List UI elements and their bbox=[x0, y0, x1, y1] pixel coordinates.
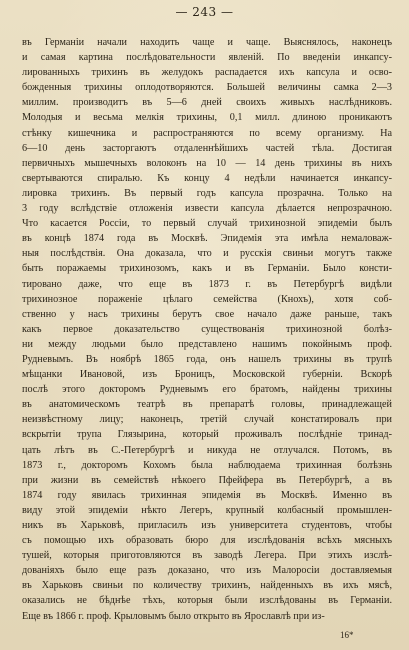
text-line: 1873 г., докторомъ Кохомъ была наблюдаема трихинная болѣзнь bbox=[22, 459, 392, 471]
text-line: миллим. производитъ въ 5—6 дней своихъ живыхъ наслѣдниковъ. bbox=[22, 97, 392, 109]
text-line: мѣщанки Ивановой, изъ Броницъ, Московской губерніи. Вскорѣ bbox=[22, 369, 392, 381]
text-line: неизвѣстному лицу; наконецъ, третій случай констатировалъ при bbox=[22, 414, 392, 426]
text-line: 1874 году явилась трихинная эпидемія въ Москвѣ. Именно въ bbox=[22, 489, 392, 501]
text-line: въ концѣ 1874 года въ Москвѣ. Эпидемія эта имѣла немаловаж- bbox=[22, 233, 392, 245]
text-line: лировка трихинъ. Въ первый годъ капсула прозрачна. Только на bbox=[22, 187, 392, 199]
text-line: ственно у насъ трихины берутъ свое начало даже раньше, такъ bbox=[22, 308, 392, 320]
text-line: лированныхъ трихинъ въ желудокъ распадается ихъ капсула и осво- bbox=[22, 67, 392, 79]
text-line: ныя послѣдствія. Она доказала, что и русскія свиньи могутъ также bbox=[22, 248, 392, 260]
text-line: виду этой эпидеміи нѣкто Легеръ, крупный колбасный промышлен- bbox=[22, 504, 392, 516]
text-line: и самая картина послѣдовательности явленій. По введеніи инкапсу- bbox=[22, 52, 392, 64]
text-line: послѣ этого докторомъ Рудневымъ его братомъ, найдены трихины bbox=[22, 384, 392, 396]
text-line: при жизни въ семействѣ нѣкоего Пфейфера въ Петербургѣ, а въ bbox=[22, 474, 392, 486]
text-line: вскрытіи трупа Глязырина, который проживалъ послѣдніе тринад- bbox=[22, 429, 392, 441]
text-line: Еще въ 1866 г. проф. Крыловымъ было открыто въ Ярославлѣ при из- bbox=[22, 610, 325, 622]
text-line: оказались не бѣднѣе тѣхъ, которыя были изслѣдованы въ Германіи. bbox=[22, 595, 392, 607]
text-line: въ Германіи начали находить чаще и чаще. Выяснялось, наконецъ bbox=[22, 37, 392, 48]
text-line: никъ въ Харьковѣ, пригласилъ изъ университета студентовъ, чтобы bbox=[22, 520, 392, 531]
signature-mark: 16* bbox=[340, 630, 354, 640]
text-line: быть поражаемы трихинозомъ, какъ и въ Германіи. Было консти- bbox=[22, 263, 392, 275]
text-line: свертываются спиралью. Къ концу 4 недѣли начинается инкапсу- bbox=[22, 172, 392, 184]
text-line: первичныхъ мышечныхъ волоконъ на 10 — 14 день трихины въ нихъ bbox=[22, 157, 392, 169]
text-line: божденныя трихины оплодотворяются. Большей величины самка 2—3 bbox=[22, 82, 392, 94]
text-line: съ помощью ихъ образовать бюро для изслѣдованія всѣхъ мясныхъ bbox=[22, 535, 392, 547]
text-line: цать лѣтъ въ С.-Петербургѣ и никуда не отлучался. Потомъ, въ bbox=[22, 444, 392, 456]
text-line: тировано даже, что еще въ 1873 г. въ Петербургѣ видѣли bbox=[22, 278, 392, 290]
text-line: тушей, которыя приготовляются въ заводѣ Легера. При этихъ изслѣ- bbox=[22, 550, 392, 562]
text-line: стѣнку кишечника и распространяются по всему организму. На bbox=[22, 127, 392, 139]
body-text bbox=[22, 35, 392, 624]
text-line: ни между людьми было представлено нашимъ покойнымъ проф. bbox=[22, 338, 392, 350]
text-line: трихинозное пораженіе цѣлаго семейства (Кнохъ), хотя соб- bbox=[22, 293, 392, 305]
text-line: Молодыя и весьма мелкія трихины, 0,1 милл. длиною проникаютъ bbox=[22, 112, 392, 124]
text-line: Что касается Россіи, то первый случай трихинозной эпидеміи былъ bbox=[22, 218, 392, 230]
text-line: въ анатомическомъ театрѣ въ препаратѣ головы, принадлежащей bbox=[22, 399, 392, 411]
text-line: дованіяхъ было еще разъ доказано, что изъ Малоросіи доставляемыя bbox=[22, 565, 392, 577]
text-line: 6—10 день засторгаютъ отдаленнѣйшихъ частей тѣла. Достигая bbox=[22, 142, 392, 154]
text-line: Рудневымъ. Въ ноябрѣ 1865 года, онъ нашелъ трихины въ трупѣ bbox=[22, 353, 392, 365]
text-line: въ Харьковъ свиньи по количеству трихинъ, найденныхъ въ ихъ мясѣ, bbox=[22, 580, 392, 592]
page-number: — 243 — bbox=[175, 5, 234, 19]
text-line: какъ первое доказательство существованія трихинозной болѣз- bbox=[22, 323, 392, 335]
text-line: 3 году вслѣдствіе отложенія извести капсула дѣлается непрозрачною. bbox=[22, 203, 392, 215]
